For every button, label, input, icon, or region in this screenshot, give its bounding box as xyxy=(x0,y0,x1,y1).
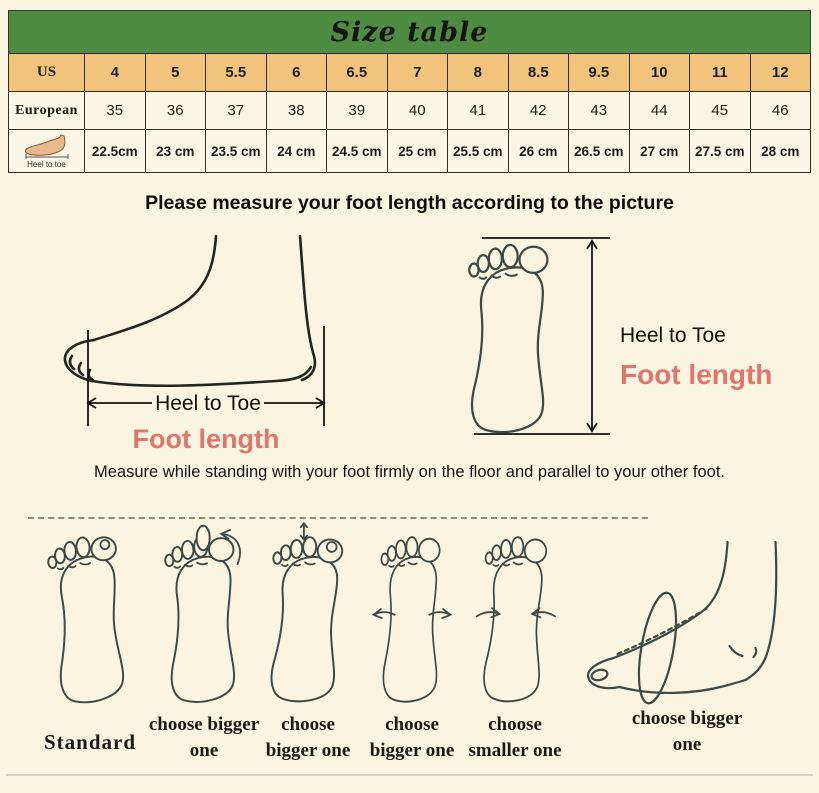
eu-size-cell: 41 xyxy=(448,92,509,130)
fit-item-standard xyxy=(34,520,146,756)
us-size-row xyxy=(9,54,811,92)
fit-item-long-big-toe xyxy=(254,520,362,763)
cm-cell: 26 cm xyxy=(508,130,569,173)
cm-cell: 27.5 cm xyxy=(690,130,751,173)
sole-foot-length-label: Foot length xyxy=(620,359,773,390)
measure-heading: Please measure your foot length according to the picture xyxy=(145,192,674,214)
cm-cell: 25 cm xyxy=(387,130,448,173)
us-size-cell: 6.5 xyxy=(327,54,388,92)
european-row-label: European xyxy=(9,92,85,130)
heel-to-toe-row-label xyxy=(9,130,85,173)
foot-sole-measure-diagram xyxy=(432,228,800,463)
cm-cell: 25.5 cm xyxy=(448,130,509,173)
heel-to-toe-row xyxy=(9,130,811,173)
heel-to-toe-caption: Heel to toe xyxy=(27,159,66,169)
standard-foot-drawing xyxy=(34,520,146,712)
high-instep-foot-drawing xyxy=(578,538,796,706)
fit-item-wide-foot xyxy=(360,520,464,763)
eu-size-cell: 36 xyxy=(145,92,206,130)
us-size-cell: 8 xyxy=(448,54,509,92)
cm-cell: 27 cm xyxy=(629,130,690,173)
toe-alignment-dashed-line xyxy=(28,517,648,519)
eu-size-cell: 45 xyxy=(690,92,751,130)
fit-label: choose bigger one xyxy=(265,714,351,761)
cm-cell: 23 cm xyxy=(145,130,206,173)
cm-cell: 24 cm xyxy=(266,130,327,173)
eu-size-cell: 39 xyxy=(327,92,388,130)
cm-cell: 24.5 cm xyxy=(327,130,388,173)
side-foot-length-label: Foot length xyxy=(132,424,280,454)
us-size-cell: 5 xyxy=(145,54,206,92)
cm-cell: 28 cm xyxy=(750,130,811,173)
us-size-cell: 4 xyxy=(85,54,146,92)
us-size-cell: 12 xyxy=(750,54,811,92)
foot-side-icon xyxy=(21,134,73,160)
us-size-cell: 5.5 xyxy=(206,54,267,92)
us-size-cell: 8.5 xyxy=(508,54,569,92)
fit-item-narrow-foot xyxy=(462,520,568,763)
foot-side-measure-diagram xyxy=(48,230,393,462)
fit-label: choose bigger one xyxy=(631,708,743,755)
eu-size-cell: 44 xyxy=(629,92,690,130)
us-size-cell: 6 xyxy=(266,54,327,92)
fit-label: Standard xyxy=(43,730,137,754)
cm-cell: 22.5cm xyxy=(85,130,146,173)
eu-size-cell: 38 xyxy=(266,92,327,130)
eu-size-cell: 46 xyxy=(750,92,811,130)
long-second-toe-foot-drawing xyxy=(148,520,260,712)
size-table-title-bar xyxy=(8,10,811,55)
fit-item-long-second-toe xyxy=(148,520,260,763)
size-table xyxy=(8,53,811,173)
us-size-cell: 11 xyxy=(690,54,751,92)
long-big-toe-foot-drawing xyxy=(254,520,362,712)
cm-cell: 23.5 cm xyxy=(206,130,267,173)
cm-cell: 26.5 cm xyxy=(569,130,630,173)
us-size-cell: 7 xyxy=(387,54,448,92)
us-row-label: US xyxy=(9,54,85,92)
narrow-foot-drawing xyxy=(462,520,568,712)
wide-foot-drawing xyxy=(360,520,464,712)
eu-size-cell: 37 xyxy=(206,92,267,130)
size-table-title: Size table xyxy=(330,17,489,48)
side-heel-to-toe-label: Heel to Toe xyxy=(155,392,261,415)
fit-label: choose bigger one xyxy=(369,714,455,761)
us-size-cell: 9.5 xyxy=(569,54,630,92)
sole-heel-to-toe-label: Heel to Toe xyxy=(620,324,726,347)
fit-label: choose smaller one xyxy=(468,714,562,761)
heel-to-toe-icon-wrap xyxy=(9,134,84,169)
fit-item-high-instep xyxy=(578,520,796,757)
european-size-row xyxy=(9,92,811,130)
eu-size-cell: 42 xyxy=(508,92,569,130)
fit-label: choose bigger one xyxy=(148,714,260,761)
measure-instruction: Measure while standing with your foot firmly on the floor and parallel to your other foot. xyxy=(94,463,725,481)
eu-size-cell: 40 xyxy=(387,92,448,130)
eu-size-cell: 35 xyxy=(85,92,146,130)
us-size-cell: 10 xyxy=(629,54,690,92)
bottom-divider-line xyxy=(6,774,813,776)
eu-size-cell: 43 xyxy=(569,92,630,130)
